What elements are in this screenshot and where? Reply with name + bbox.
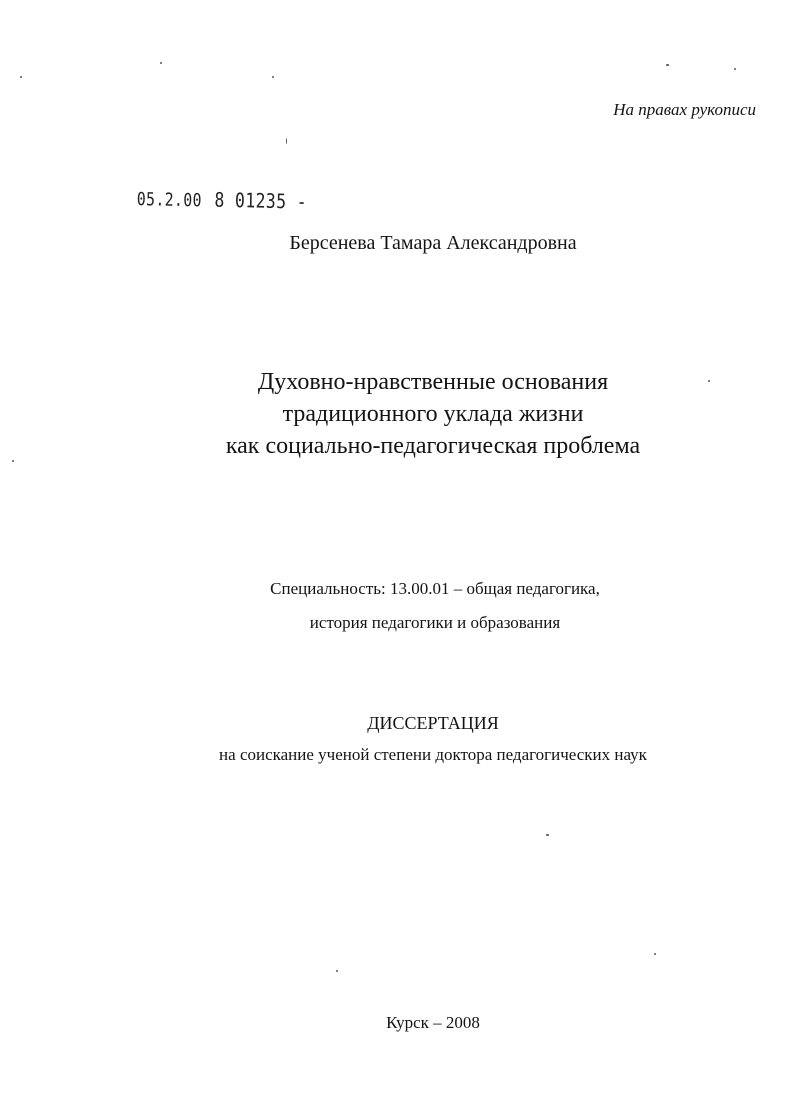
specialty-block bbox=[0, 572, 797, 640]
author-name: Берсенева Тамара Александровна bbox=[289, 232, 577, 254]
rights-note: На правах рукописи bbox=[613, 100, 756, 119]
specialty-line: история педагогики и образования bbox=[309, 613, 561, 632]
specialty-line: Специальность: 13.00.01 – общая педагогика, bbox=[270, 579, 600, 598]
archive-stamp bbox=[137, 186, 308, 214]
title-line: Духовно-нравственные основания bbox=[257, 369, 609, 395]
title-line: традиционного уклада жизни bbox=[282, 401, 584, 427]
scan-speck bbox=[546, 834, 549, 836]
scan-speck bbox=[666, 64, 669, 66]
scan-speck bbox=[12, 460, 14, 462]
archive-stamp-date: 05.2.00 bbox=[136, 188, 203, 212]
scan-speck bbox=[20, 76, 22, 78]
scan-speck bbox=[708, 380, 710, 382]
scan-speck bbox=[734, 68, 736, 70]
scan-speck bbox=[286, 138, 287, 144]
title-line: как социально-педагогическая проблема bbox=[225, 433, 641, 459]
place-and-year: Курск – 2008 bbox=[386, 1013, 480, 1032]
archive-stamp-number: 8 01235 - bbox=[214, 187, 308, 214]
dissertation-title bbox=[0, 366, 797, 462]
scan-speck bbox=[160, 62, 162, 64]
scan-speck bbox=[654, 953, 656, 955]
scan-speck bbox=[336, 970, 338, 972]
degree-line: на соискание ученой степени доктора педагогических наук bbox=[219, 745, 647, 764]
scan-speck bbox=[272, 76, 274, 78]
document-type: ДИССЕРТАЦИЯ bbox=[367, 713, 499, 733]
document-type-block bbox=[0, 707, 797, 771]
